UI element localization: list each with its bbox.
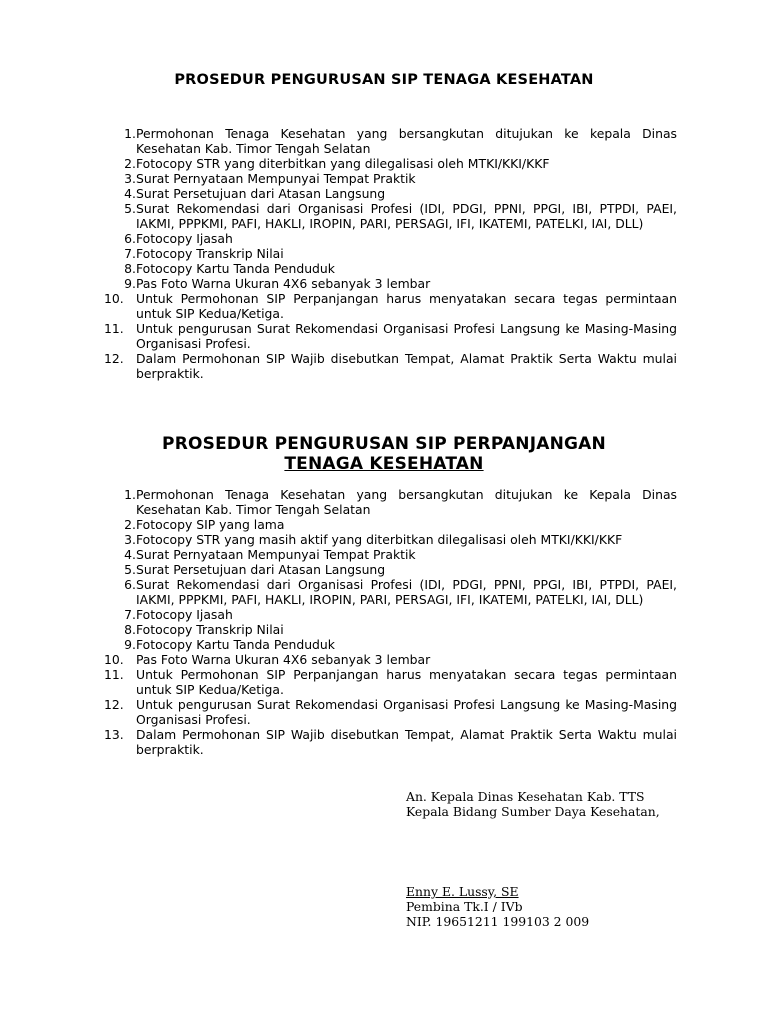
item-text: Pas Foto Warna Ukuran 4X6 sebanyak 3 lembar — [136, 276, 431, 291]
item-number: 13. — [104, 727, 124, 742]
item-text: Fotocopy Kartu Tanda Penduduk — [136, 261, 335, 276]
item-text: Dalam Permohonan SIP Wajib disebutkan Tempat, Alamat Praktik Serta Waktu mulai berpraktik. — [136, 727, 677, 757]
item-number: 4. — [124, 547, 136, 562]
list-item — [104, 697, 677, 727]
list-item — [104, 201, 677, 231]
section1-title: PROSEDUR PENGURUSAN SIP TENAGA KESEHATAN — [174, 72, 594, 88]
item-text: Untuk pengurusan Surat Rekomendasi Organisasi Profesi Langsung ke Masing-Masing Organisasi Profesi. — [136, 697, 677, 727]
item-number: 5. — [124, 562, 136, 577]
item-text: Surat Rekomendasi dari Organisasi Profesi (IDI, PDGI, PPNI, PPGI, IBI, PTPDI, PAEI, IAKMI, PPPKMI, PAFI, HAKLI, IROPIN, PARI, PERSAGI, IFI, IKATEMI, PATELKI, IAI, DLL) — [136, 201, 677, 231]
item-text: Surat Pernyataan Mempunyai Tempat Praktik — [136, 171, 416, 186]
item-number: 8. — [124, 261, 136, 276]
item-text: Pas Foto Warna Ukuran 4X6 sebanyak 3 lembar — [136, 652, 431, 667]
signatory-name: Enny E. Lussy, SE — [406, 884, 519, 899]
item-number: 4. — [124, 186, 136, 201]
item-number: 5. — [124, 201, 136, 216]
list-item — [104, 577, 677, 607]
list-item — [104, 351, 677, 381]
item-text: Permohonan Tenaga Kesehatan yang bersangkutan ditujukan ke kepala Dinas Kesehatan Kab. Timor Tengah Selatan — [136, 126, 677, 156]
item-text: Surat Rekomendasi dari Organisasi Profesi (IDI, PDGI, PPNI, PPGI, IBI, PTPDI, PAEI, IAKMI, PPPKMI, PAFI, HAKLI, IROPIN, PARI, PERSAGI, IFI, IKATEMI, PATELKI, IAI, DLL) — [136, 577, 677, 607]
section2-list — [104, 487, 677, 757]
list-item — [104, 291, 677, 321]
item-text: Fotocopy Transkrip Nilai — [136, 622, 284, 637]
item-text: Untuk Permohonan SIP Perpanjangan harus menyatakan secara tegas permintaan untuk SIP Kedua/Ketiga. — [136, 291, 677, 321]
list-item — [104, 276, 677, 291]
item-number: 1. — [124, 487, 136, 502]
item-number: 2. — [124, 156, 136, 171]
item-number: 8. — [124, 622, 136, 637]
item-text: Fotocopy Kartu Tanda Penduduk — [136, 637, 335, 652]
item-text: Fotocopy Transkrip Nilai — [136, 246, 284, 261]
signature-line1: An. Kepala Dinas Kesehatan Kab. TTS — [406, 789, 645, 804]
item-number: 12. — [104, 351, 124, 366]
item-number: 12. — [104, 697, 124, 712]
item-number: 7. — [124, 607, 136, 622]
list-item — [104, 126, 677, 156]
item-number: 10. — [104, 652, 124, 667]
list-item — [104, 562, 677, 577]
section1-list — [104, 126, 677, 381]
item-text: Fotocopy SIP yang lama — [136, 517, 285, 532]
item-number: 11. — [104, 667, 124, 682]
item-number: 7. — [124, 246, 136, 261]
list-item — [104, 727, 677, 757]
list-item — [104, 622, 677, 637]
item-text: Fotocopy Ijasah — [136, 231, 233, 246]
list-item — [104, 487, 677, 517]
item-number: 10. — [104, 291, 124, 306]
item-number: 3. — [124, 532, 136, 547]
list-item — [104, 607, 677, 622]
list-item — [104, 186, 677, 201]
list-item — [104, 231, 677, 246]
signature-line2: Kepala Bidang Sumber Daya Kesehatan, — [406, 804, 660, 819]
item-text: Permohonan Tenaga Kesehatan yang bersangkutan ditujukan ke Kepala Dinas Kesehatan Kab. Timor Tengah Selatan — [136, 487, 677, 517]
item-text: Surat Persetujuan dari Atasan Langsung — [136, 186, 386, 201]
item-number: 6. — [124, 231, 136, 246]
item-text: Fotocopy STR yang diterbitkan yang dilegalisasi oleh MTKI/KKI/KKF — [136, 156, 550, 171]
item-number: 9. — [124, 637, 136, 652]
item-text: Dalam Permohonan SIP Wajib disebutkan Tempat, Alamat Praktik Serta Waktu mulai berpraktik. — [136, 351, 677, 381]
item-number: 9. — [124, 276, 136, 291]
list-item — [104, 667, 677, 697]
item-number: 1. — [124, 126, 136, 141]
signature-header — [406, 789, 660, 819]
list-item — [104, 517, 677, 532]
item-text: Surat Pernyataan Mempunyai Tempat Praktik — [136, 547, 416, 562]
list-item — [104, 321, 677, 351]
list-item — [104, 637, 677, 652]
item-number: 2. — [124, 517, 136, 532]
section2-title-line1: PROSEDUR PENGURUSAN SIP PERPANJANGAN — [162, 434, 606, 454]
item-number: 11. — [104, 321, 124, 336]
item-text: Fotocopy Ijasah — [136, 607, 233, 622]
list-item — [104, 652, 677, 667]
item-text: Untuk pengurusan Surat Rekomendasi Organisasi Profesi Langsung ke Masing-Masing Organisasi Profesi. — [136, 321, 677, 351]
item-text: Fotocopy STR yang masih aktif yang diterbitkan dilegalisasi oleh MTKI/KKI/KKF — [136, 532, 623, 547]
signatory-rank: Pembina Tk.I / IVb — [406, 899, 523, 914]
list-item — [104, 171, 677, 186]
list-item — [104, 156, 677, 171]
list-item — [104, 547, 677, 562]
section2-title-line2: TENAGA KESEHATAN — [284, 454, 484, 474]
item-number: 6. — [124, 577, 136, 592]
item-number: 3. — [124, 171, 136, 186]
signatory-nip: NIP. 19651211 199103 2 009 — [406, 914, 590, 929]
list-item — [104, 261, 677, 276]
list-item — [104, 246, 677, 261]
item-text: Surat Persetujuan dari Atasan Langsung — [136, 562, 386, 577]
list-item — [104, 532, 677, 547]
section2-title — [0, 434, 768, 474]
signature-block — [406, 884, 589, 929]
item-text: Untuk Permohonan SIP Perpanjangan harus menyatakan secara tegas permintaan untuk SIP Kedua/Ketiga. — [136, 667, 677, 697]
